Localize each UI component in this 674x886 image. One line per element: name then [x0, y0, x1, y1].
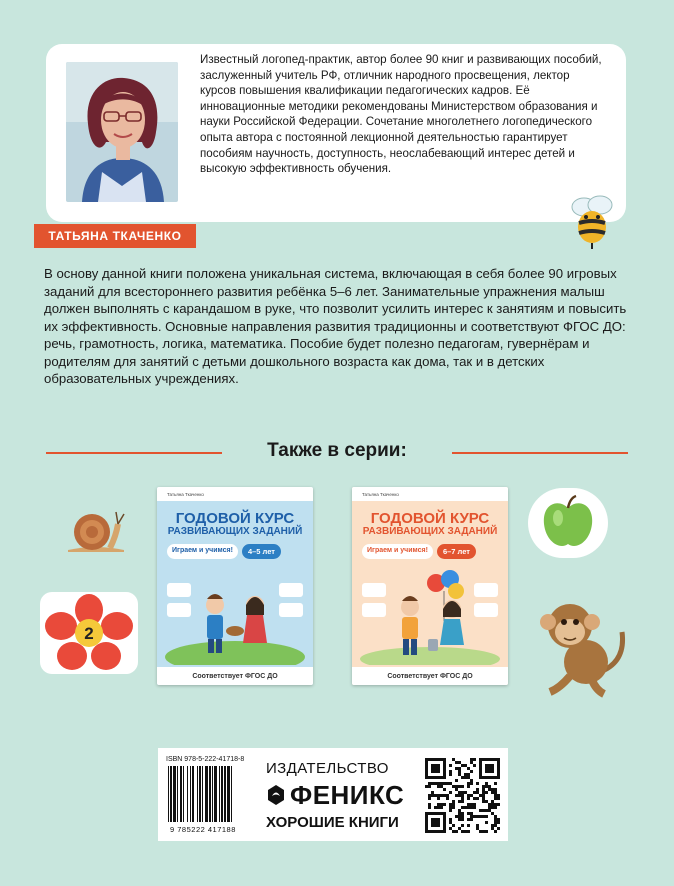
divider-right [452, 452, 628, 454]
book-footer: Соответствует ФГОС ДО [157, 667, 313, 685]
apple-card [528, 488, 608, 558]
series-title: Также в серии: [267, 440, 407, 461]
barcode-icon [166, 766, 256, 822]
book-age: 4–5 лет [242, 544, 281, 559]
author-bio: Известный логопед-практик, автор более 90 книг и развивающих пособий, заслуженный учитель РФ, отличник народного просвещения, лектор курсов повышения квалификации педагогических кадров. Её инновационные методики рекомендованы Министерством образования и науки Российской Федерации. Сочетание многолетнего логопедического опыта автора с постоянной лекционной деятельностью гарантирует пособиям научность, доступность, неослабевающий интерес детей и высокую эффективность обучения. [200, 53, 602, 176]
phoenix-logo-icon [266, 784, 286, 811]
book-description: В основу данной книги положена уникальная система, включающая в себя более 90 игровых заданий для всестороннего развития ребёнка 5–6 лет. Занимательные упражнения малыш должен выполнять с карандашом в руке, что позволит усилить интерес к занятиям и повысить их эффективность. Основные направления развития традиционны и соответствуют ФГОС ДО: речь, грамотность, логика, математика. Пособие будет полезно педагогам, гувернёрам и родителям для занятий с детьми дошкольного возраста как дома, так и в детских образовательных учреждениях. [44, 266, 627, 386]
book-title-line2: РАЗВИВАЮЩИХ ЗАДАНИЙ [362, 526, 498, 537]
snail-icon [66, 506, 128, 554]
book-title-line2: РАЗВИВАЮЩИХ ЗАДАНИЙ [167, 526, 303, 537]
publisher-house-label: ИЗДАТЕЛЬСТВО [266, 760, 389, 777]
flower-card [40, 592, 138, 674]
barcode-number: 9 785222 417188 [170, 825, 236, 834]
book-author-line: Татьяна Ткаченко [352, 487, 508, 501]
monkey-icon [530, 592, 630, 698]
qr-code-icon [425, 758, 500, 833]
book-title-line1: ГОДОВОЙ КУРС [175, 510, 295, 527]
book-author-line: Татьяна Ткаченко [157, 487, 313, 501]
flower-number: 2 [84, 624, 94, 643]
book-tagline: Играем и учимся! [167, 544, 238, 559]
publisher-slogan: ХОРОШИЕ КНИГИ [266, 814, 399, 831]
author-name-badge: ТАТЬЯНА ТКАЧЕНКО [34, 224, 196, 248]
book-age: 6–7 лет [437, 544, 476, 559]
divider-left [46, 452, 222, 454]
bee-icon [562, 195, 622, 250]
book-footer: Соответствует ФГОС ДО [352, 667, 508, 685]
isbn-text: ISBN 978-5-222-41718-8 [166, 756, 245, 763]
publisher-name: ФЕНИКС [290, 780, 405, 810]
book-title-line1: ГОДОВОЙ КУРС [370, 510, 490, 527]
series-book-6-7[interactable] [352, 487, 508, 685]
book-illustration [157, 565, 313, 665]
series-book-4-5[interactable] [157, 487, 313, 685]
flower-icon [40, 592, 138, 674]
author-photo [66, 62, 178, 202]
apple-icon [528, 488, 608, 558]
book-illustration [352, 565, 508, 665]
book-tagline: Играем и учимся! [362, 544, 433, 559]
